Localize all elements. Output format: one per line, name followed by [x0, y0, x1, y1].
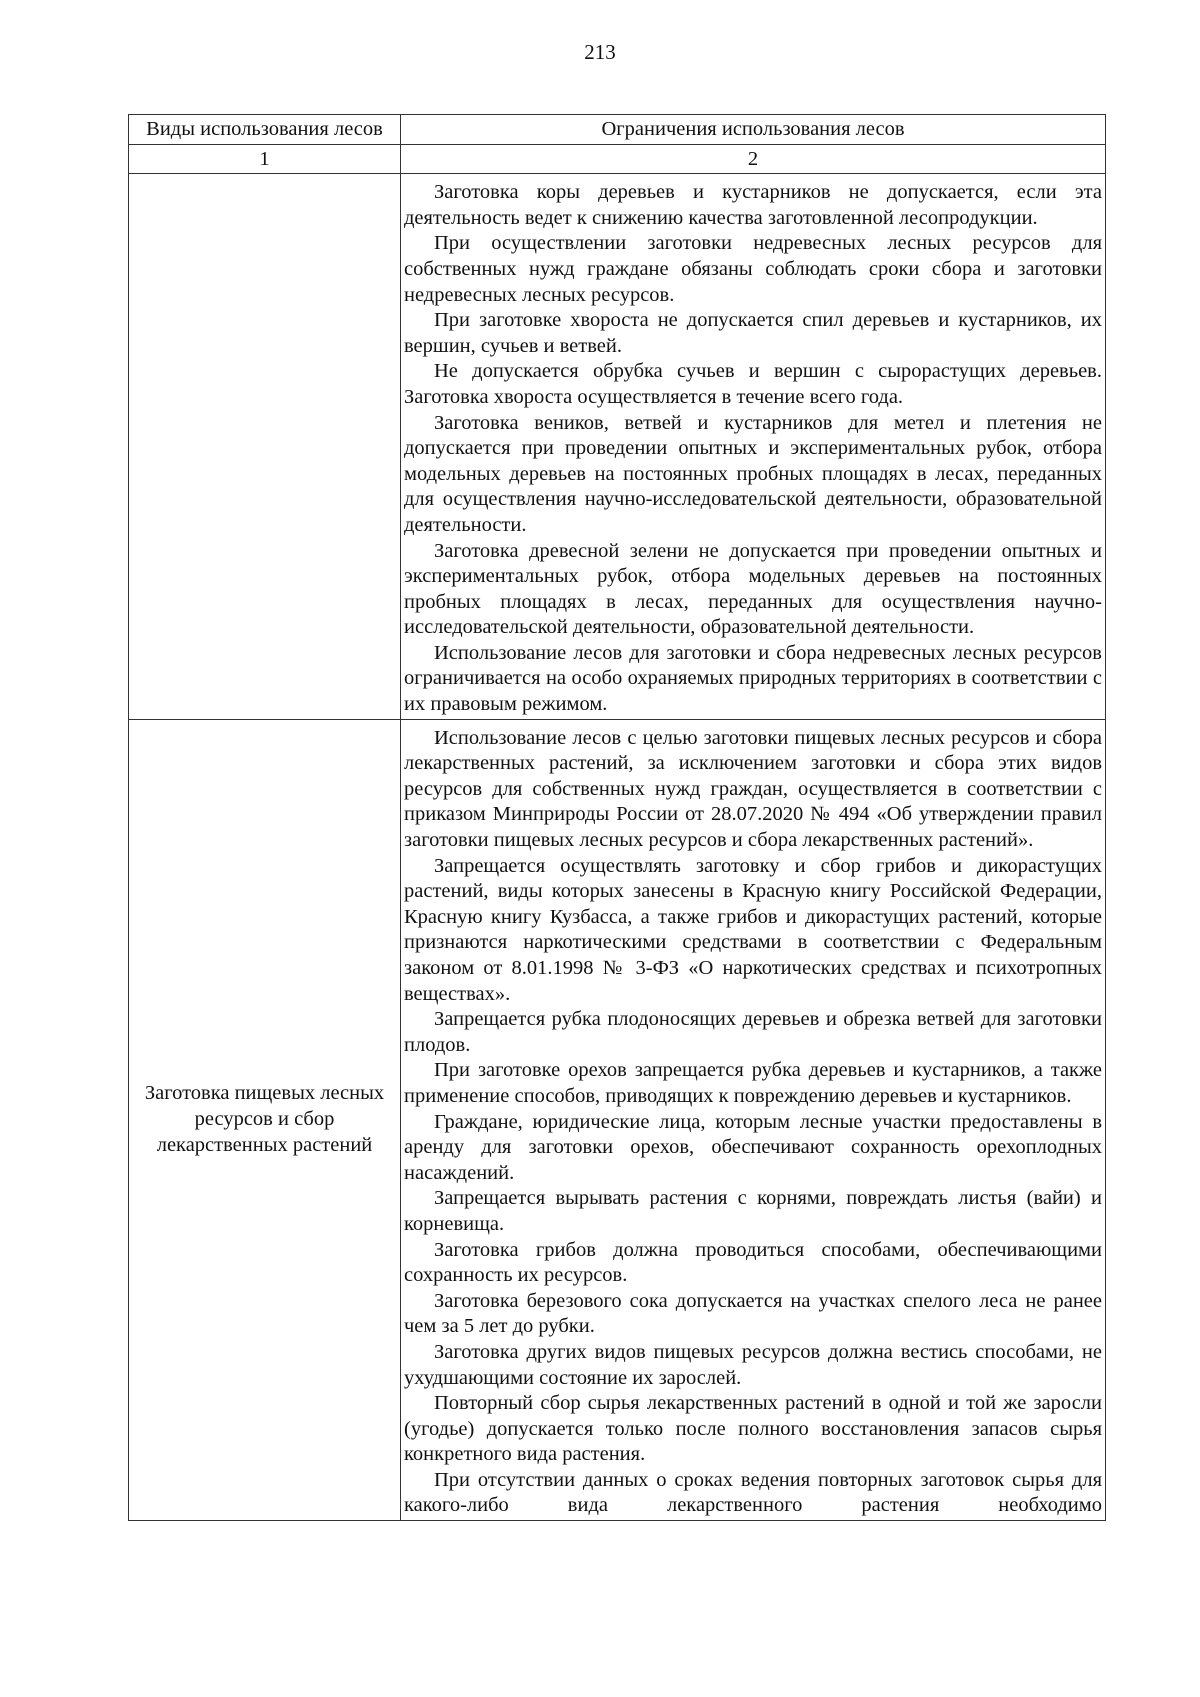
table-row [129, 174, 1106, 719]
restriction-paragraph: При осуществлении заготовки недревесных лесных ресурсов для собственных нужд граждане обязаны соблюдать сроки сбора и заготовки недревесных лесных ресурсов. [404, 232, 1102, 306]
restriction-paragraph: Заготовка веников, ветвей и кустарников для метел и плетения не допускается при проведении опытных и экспериментальных рубок, отбора модельных деревьев на постоянных пробных площадях в лесах, переданных для осуществления научно-исследовательской деятельности, образовательной деятельности. [404, 411, 1102, 536]
restriction-paragraph: При отсутствии данных о сроках ведения повторных заготовок сырья для какого-либо вида лекарственного растения необходимо [404, 1468, 1102, 1517]
restriction-paragraph: Заготовка других видов пищевых ресурсов должна вестись способами, не ухудшающими состояние их зарослей. [404, 1340, 1102, 1389]
header-forest-use-restrictions: Ограничения использования лесов [401, 115, 1106, 145]
restriction-paragraph: Заготовка грибов должна проводиться способами, обеспечивающими сохранность их ресурсов. [404, 1238, 1102, 1287]
column-number-1: 1 [129, 144, 401, 174]
restriction-paragraph: Повторный сбор сырья лекарственных растений в одной и той же заросли (угодье) допускается только после полного восстановления запасов сырья конкретного вида растения. [404, 1392, 1102, 1466]
forest-use-table [128, 114, 1106, 1521]
restriction-paragraph: Заготовка древесной зелени не допускается при проведении опытных и экспериментальных рубок, отбора модельных деревьев на постоянных пробных площадях в лесах, переданных для осуществления научно-исследовательской деятельности, образовательной деятельности. [404, 539, 1102, 639]
restrictions-cell [401, 174, 1106, 719]
restriction-paragraph: Запрещается вырывать растения с корнями, повреждать листья (вайи) и корневища. [404, 1187, 1102, 1235]
restriction-paragraph: Заготовка коры деревьев и кустарников не допускается, если эта деятельность ведет к снижению качества заготовленной лесопродукции. [404, 181, 1102, 229]
restriction-paragraph: Не допускается обрубка сучьев и вершин с сырорастущих деревьев. Заготовка хвороста осуществляется в течение всего года. [404, 360, 1102, 408]
header-forest-use-types: Виды использования лесов [129, 115, 401, 145]
restrictions-cell [401, 719, 1106, 1520]
restriction-paragraph: Запрещается осуществлять заготовку и сбор грибов и дикорастущих растений, виды которых занесены в Красную книгу Российской Федерации, Красную книгу Кузбасса, а также грибов и дикорастущих растений, которые признаются наркотическими средствами в соответствии с Федеральным законом от 8.01.1998 № 3-ФЗ «О наркотических средствах и психотропных веществах». [404, 854, 1102, 1005]
table-header-row [129, 115, 1106, 145]
restriction-paragraph: При заготовке орехов запрещается рубка деревьев и кустарников, а также применение способов, приводящих к повреждению деревьев и кустарников. [404, 1059, 1102, 1107]
restriction-paragraph: Граждане, юридические лица, которым лесные участки предоставлены в аренду для заготовки орехов, обеспечивают сохранность орехоплодных насаждений. [404, 1110, 1102, 1184]
use-kind-cell: Заготовка пищевых лесных ресурсов и сбор лекарственных растений [129, 719, 401, 1520]
restriction-paragraph: Запрещается рубка плодоносящих деревьев и обрезка ветвей для заготовки плодов. [404, 1008, 1102, 1056]
restriction-paragraph: Использование лесов для заготовки и сбора недревесных лесных ресурсов ограничивается на особо охраняемых природных территориях в соответствии с их правовым режимом. [404, 641, 1102, 716]
table-number-row [129, 144, 1106, 174]
restriction-paragraph: При заготовке хвороста не допускается спил деревьев и кустарников, их вершин, сучьев и ветвей. [404, 309, 1102, 357]
restriction-paragraph: Использование лесов с целью заготовки пищевых лесных ресурсов и сбора лекарственных растений, за исключением заготовки и сбора этих видов ресурсов для собственных нужд граждан, осуществляется в соответствии с приказом Минприроды России от 28.07.2020 № 494 «Об утверждении правил заготовки пищевых лесных ресурсов и сбора лекарственных растений». [404, 726, 1102, 852]
column-number-2: 2 [401, 144, 1106, 174]
page-number: 213 [584, 40, 616, 64]
use-kind-cell [129, 174, 401, 719]
restriction-paragraph: Заготовка березового сока допускается на участках спелого леса не ранее чем за 5 лет до рубки. [404, 1289, 1102, 1338]
table-row [129, 719, 1106, 1520]
